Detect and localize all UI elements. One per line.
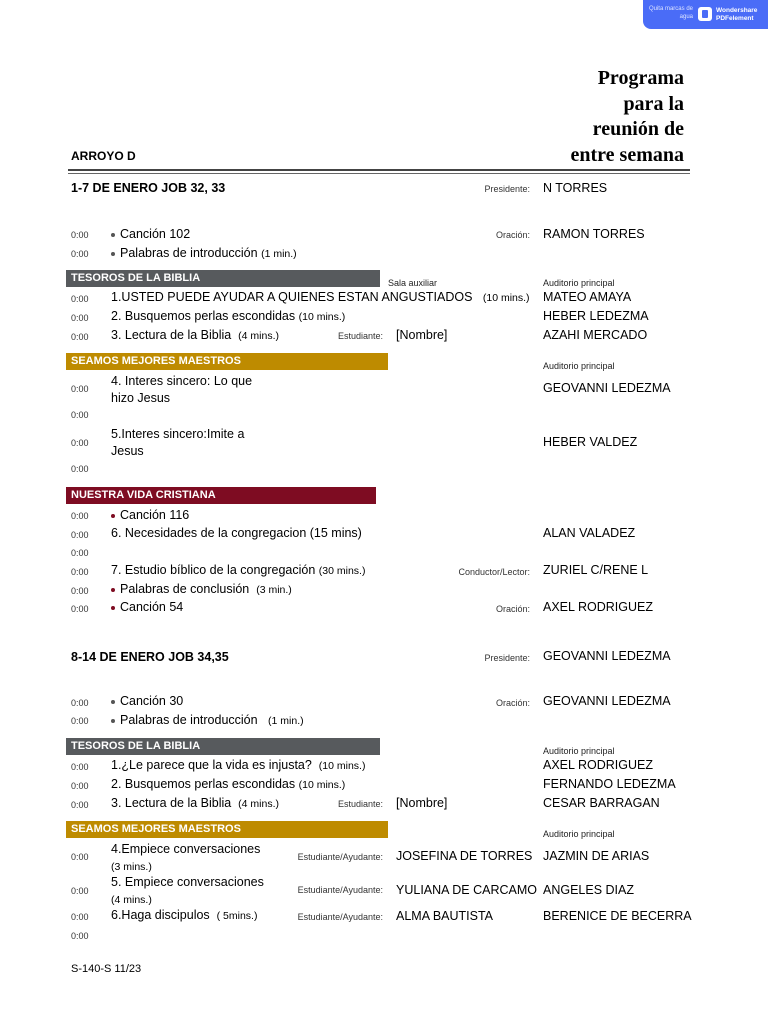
week1-s5-name: HEBER VALDEZ [543, 435, 638, 449]
week2-t3-aux: [Nombre] [396, 796, 448, 810]
week2-s6-name: BERENICE DE BECERRA [543, 909, 692, 923]
week2-cancion-1: Canción 30 [111, 694, 183, 708]
bullet-icon [111, 233, 115, 237]
time: 0:00 [71, 410, 89, 420]
title-line: reunión de [592, 118, 684, 140]
time: 0:00 [71, 912, 89, 922]
week1-t3-name: AZAHI MERCADO [543, 328, 648, 342]
oracion-label: Oración: [495, 230, 530, 240]
header-rule [68, 169, 690, 171]
week1-t2-name: HEBER LEDEZMA [543, 309, 649, 323]
congregation-name: ARROYO D [71, 149, 136, 163]
time: 0:00 [71, 511, 89, 521]
bullet-icon [111, 252, 115, 256]
time: 0:00 [71, 313, 89, 323]
week1-t1: 1.USTED PUEDE AYUDAR A QUIENES ESTAN ANGUSTIADOS (10 mins.) [111, 290, 530, 304]
presidente-label: Presidente: [484, 184, 530, 194]
week1-t3-aux: [Nombre] [396, 328, 448, 342]
page-title [571, 66, 685, 168]
time: 0:00 [71, 249, 89, 259]
time: 0:00 [71, 716, 89, 726]
bullet-icon [111, 588, 115, 592]
week2-presidente: GEOVANNI LEDEZMA [543, 649, 671, 663]
week1-oracion-2: AXEL RODRIGUEZ [543, 600, 653, 614]
pdfelement-logo-icon [698, 7, 712, 21]
est-ayudante-label: Estudiante/Ayudante: [297, 852, 383, 862]
week2-intro: Palabras de introducción (1 min.) [111, 713, 304, 727]
bullet-icon [111, 700, 115, 704]
time: 0:00 [71, 230, 89, 240]
week2-s5: 5. Empiece conversaciones (4 mins.) [111, 875, 264, 906]
conductor-label: Conductor/Lector: [458, 567, 530, 577]
time: 0:00 [71, 931, 89, 941]
week1-t1-name: MATEO AMAYA [543, 290, 632, 304]
auditorio-label: Auditorio principal [543, 361, 615, 371]
auditorio-label: Auditorio principal [543, 278, 615, 288]
week1-t3: 3. Lectura de la Biblia (4 mins.) [111, 328, 280, 342]
time: 0:00 [71, 438, 89, 448]
time: 0:00 [71, 698, 89, 708]
week2-t3-name: CESAR BARRAGAN [543, 796, 660, 810]
week2-s4: 4.Empiece conversaciones (3 mins.) [111, 842, 261, 873]
bullet-icon [111, 606, 115, 610]
week1-cancion-2: Canción 116 [111, 508, 189, 522]
week1-s4-name: GEOVANNI LEDEZMA [543, 381, 671, 395]
time: 0:00 [71, 586, 89, 596]
oracion-label: Oración: [495, 698, 530, 708]
week1-n6-name: ALAN VALADEZ [543, 526, 636, 540]
week2-t3: 3. Lectura de la Biblia (4 mins.) [111, 796, 280, 810]
presidente-label: Presidente: [484, 653, 530, 663]
header-rule-thin [68, 173, 690, 174]
week1-header: 1-7 DE ENERO JOB 32, 33 [71, 181, 226, 195]
time: 0:00 [71, 800, 89, 810]
week2-s5-aux: YULIANA DE CARCAMO [396, 883, 538, 897]
time: 0:00 [71, 530, 89, 540]
week2-s4-name: JAZMIN DE ARIAS [543, 849, 650, 863]
week1-presidente: N TORRES [543, 181, 608, 195]
week2-s6: 6.Haga discipulos ( 5mins.) [111, 908, 258, 922]
time: 0:00 [71, 332, 89, 342]
week2-s6-aux: ALMA BAUTISTA [396, 909, 494, 923]
time: 0:00 [71, 762, 89, 772]
title-line: entre semana [570, 143, 684, 166]
week1-cancion-1: Canción 102 [111, 227, 190, 241]
week2-oracion-1: GEOVANNI LEDEZMA [543, 694, 671, 708]
remove-watermark-text[interactable]: Quita marcas de agua [648, 6, 693, 20]
week1-intro: Palabras de introducción (1 min.) [111, 246, 297, 260]
watermark-badge[interactable] [643, 0, 768, 29]
auditorio-label: Auditorio principal [543, 746, 615, 756]
week2-s4-aux: JOSEFINA DE TORRES [396, 849, 533, 863]
oracion-label: Oración: [495, 604, 530, 614]
week1-s5: 5.Interes sincero:Imite a Jesus [111, 427, 245, 458]
week1-n7-name: ZURIEL C/RENE L [543, 563, 649, 577]
week1-conclusion: Palabras de conclusión (3 min.) [111, 582, 292, 596]
time: 0:00 [71, 384, 89, 394]
time: 0:00 [71, 464, 89, 474]
sala-auxiliar-label: Sala auxiliar [388, 278, 438, 288]
week2-t2: 2. Busquemos perlas escondidas (10 mins.) [111, 777, 346, 791]
est-ayudante-label: Estudiante/Ayudante: [297, 885, 383, 895]
time: 0:00 [71, 294, 89, 304]
estudiante-label: Estudiante: [337, 331, 383, 341]
section-seamos: SEAMOS MEJORES MAESTROS [66, 821, 388, 838]
time: 0:00 [71, 604, 89, 614]
week1-oracion-1: RAMON TORRES [543, 227, 645, 241]
est-ayudante-label: Estudiante/Ayudante: [297, 912, 383, 922]
estudiante-label: Estudiante: [337, 799, 383, 809]
time: 0:00 [71, 567, 89, 577]
week2-header: 8-14 DE ENERO JOB 34,35 [71, 650, 229, 664]
week1-n6: 6. Necesidades de la congregacion (15 mins) [111, 526, 362, 540]
auditorio-label: Auditorio principal [543, 829, 615, 839]
time: 0:00 [71, 781, 89, 791]
week1-t2: 2. Busquemos perlas escondidas (10 mins.) [111, 309, 346, 323]
bullet-icon [111, 719, 115, 723]
section-nuestra: NUESTRA VIDA CRISTIANA [66, 487, 376, 504]
form-code: S-140-S 11/23 [71, 963, 142, 975]
time: 0:00 [71, 886, 89, 896]
bullet-icon [111, 514, 115, 518]
time: 0:00 [71, 548, 89, 558]
section-tesoros: TESOROS DE LA BIBLIA [66, 738, 380, 755]
week2-t1: 1.¿Le parece que la vida es injusta? (10 mins.) [111, 758, 366, 772]
title-line: para la [623, 92, 684, 115]
title-line: Programa [597, 67, 684, 89]
week1-cancion-3: Canción 54 [111, 600, 183, 614]
week1-n7: 7. Estudio bíblico de la congregación (30 mins.) [111, 563, 366, 577]
section-tesoros: TESOROS DE LA BIBLIA [66, 270, 380, 287]
week2-t1-name: AXEL RODRIGUEZ [543, 758, 653, 772]
time: 0:00 [71, 852, 89, 862]
brand-text: Wondershare PDFelement [716, 7, 758, 22]
week1-s4: 4. Interes sincero: Lo que hizo Jesus [111, 374, 253, 405]
week2-t2-name: FERNANDO LEDEZMA [543, 777, 676, 791]
section-seamos: SEAMOS MEJORES MAESTROS [66, 353, 388, 370]
week2-s5-name: ANGELES DIAZ [543, 883, 634, 897]
